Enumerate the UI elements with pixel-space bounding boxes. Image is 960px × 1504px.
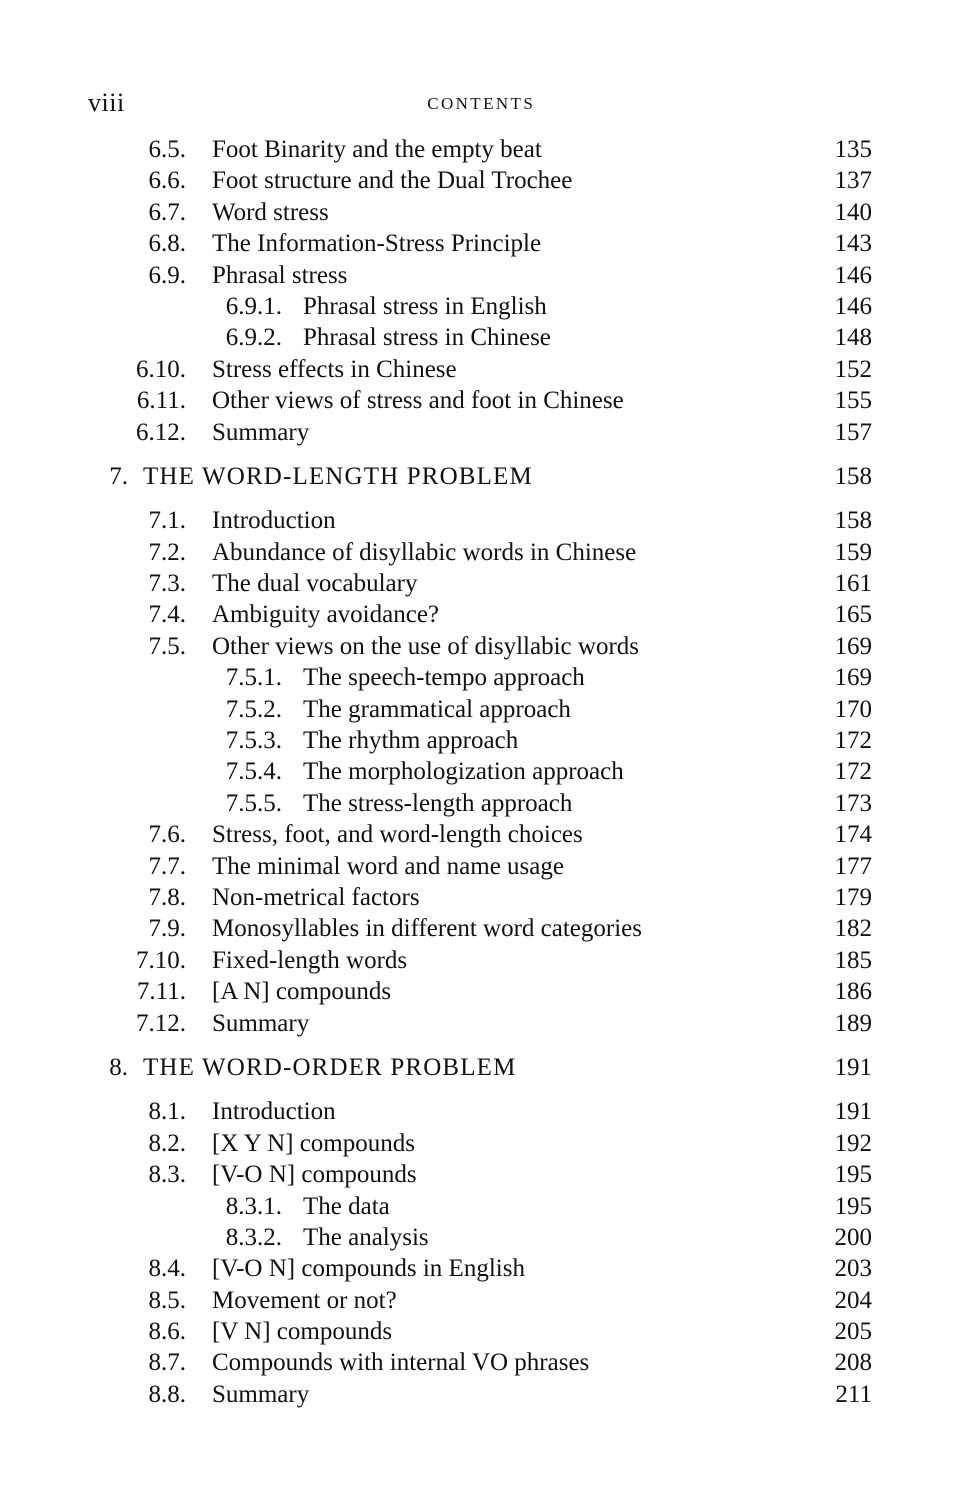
toc-entry[interactable] [0,417,960,448]
toc-entry-page-number: 143 [834,230,872,258]
toc-entry-number: 7.5.3. [225,727,282,755]
toc-entry-page-number: 205 [834,1318,872,1346]
toc-entry-title: THE WORD-LENGTH PROBLEM [143,462,533,490]
toc-entry[interactable] [0,882,960,913]
toc-entry[interactable] [0,260,960,291]
toc-entry-title: Fixed-length words [212,946,408,974]
toc-entry-number: 8.5. [148,1286,186,1314]
toc-entry-page-number: 157 [834,418,872,446]
toc-entry-title: THE WORD-ORDER PROBLEM [143,1053,517,1081]
toc-entry-title: Monosyllables in different word categories [212,915,642,943]
toc-entry-page-number: 189 [834,1009,872,1037]
toc-entry-page-number: 182 [834,915,872,943]
toc-entry-number: 7.5.4. [225,758,282,786]
toc-entry-page-number: 140 [834,198,872,226]
toc-entry-page-number: 135 [834,136,872,163]
toc-entry-page-number: 203 [834,1255,872,1283]
toc-entry-title: Summary [212,1380,310,1408]
toc-entry-page-number: 195 [834,1192,872,1220]
toc-entry[interactable] [0,385,960,416]
toc-entry-page-number: 172 [834,727,872,755]
toc-entry[interactable] [0,134,960,165]
toc-entry-page-number: 146 [834,261,872,289]
toc-entry-number: 7.9. [148,915,186,943]
toc-entry[interactable] [0,1347,960,1378]
toc-entry-title: Movement or not? [212,1286,397,1314]
toc-entry[interactable] [0,788,960,819]
toc-entry-title: The morphologization approach [303,758,624,786]
toc-entry[interactable] [0,1316,960,1347]
toc-entry-page-number: 161 [834,570,872,598]
toc-entry-title: The dual vocabulary [212,570,418,598]
toc-entry-page-number: 159 [834,538,872,566]
toc-entry-number: 7.2. [148,538,186,566]
toc-entry-number: 6.9.1. [225,292,282,320]
toc-entry-number: 6.6. [148,167,186,195]
toc-entry-number: 8.1. [148,1098,186,1126]
toc-entry-number: 8.3. [148,1161,186,1189]
toc-entry-number: 7.8. [148,883,186,911]
toc-entry-page-number: 158 [834,507,872,535]
toc-entry-number: 7.5.1. [225,664,282,692]
toc-entry[interactable] [0,976,960,1007]
toc-entry[interactable] [0,599,960,630]
toc-entry-page-number: 185 [834,946,872,974]
toc-entry[interactable] [0,1096,960,1127]
toc-entry-number: 6.10. [136,355,186,383]
toc-entry-page-number: 146 [834,292,872,320]
toc-entry-page-number: 204 [834,1286,872,1314]
toc-entry[interactable] [0,568,960,599]
toc-entry[interactable] [0,1379,960,1410]
toc-entry-page-number: 173 [834,789,872,817]
toc-entry-page-number: 174 [834,821,872,849]
toc-entry-title: Abundance of disyllabic words in Chinese [212,538,637,566]
toc-entry-page-number: 200 [834,1223,872,1251]
toc-entry-page-number: 152 [834,355,872,383]
toc-entry-title: Foot structure and the Dual Trochee [212,167,573,195]
toc-entry-page-number: 169 [834,664,872,692]
toc-entry-page-number: 170 [834,695,872,723]
toc-entry-page-number: 195 [834,1161,872,1189]
toc-entry-title: Introduction [212,1098,336,1126]
toc-entry-title: [A N] compounds [212,978,392,1006]
toc-entry-title: Word stress [212,198,329,226]
toc-entry-page-number: 155 [834,387,872,415]
toc-entry-number: 8.4. [148,1255,186,1283]
toc-entry-number: 7.7. [148,852,186,880]
toc-entry-number: 6.8. [148,230,186,258]
toc-entry-title: Summary [212,1009,310,1037]
toc-entry-page-number: 191 [834,1098,872,1126]
toc-entry-number: 7.5. [148,632,186,660]
toc-entry-number: 6.9.2. [225,324,282,352]
toc-entry-page-number: 211 [835,1380,872,1408]
toc-entry-number: 6.12. [136,418,186,446]
toc-entry[interactable] [0,1285,960,1316]
toc-entry-page-number: 148 [834,324,872,352]
toc-entry-title: Compounds with internal VO phrases [212,1349,590,1377]
toc-entry-title: The data [303,1192,390,1220]
toc-entry-page-number: 169 [834,632,872,660]
toc-chapter-entry[interactable] [0,461,960,492]
toc-entry-number: 7.1. [148,507,186,535]
toc-entry[interactable] [0,1253,960,1284]
toc-entry-number: 7.12. [136,1009,186,1037]
toc-entry-page-number: 208 [834,1349,872,1377]
toc-entry-title: Summary [212,418,310,446]
toc-entry-page-number: 177 [834,852,872,880]
toc-entry-title: Stress effects in Chinese [212,355,457,383]
toc-entry-title: Introduction [212,507,336,535]
toc-entry-page-number: 137 [834,167,872,195]
toc-entry[interactable] [0,851,960,882]
toc-entry[interactable] [0,631,960,662]
toc-entry-page-number: 186 [834,978,872,1006]
toc-entry[interactable] [0,756,960,787]
toc-entry-title: Non-metrical factors [212,883,420,911]
page-folio: viii [88,88,125,117]
toc-entry-title: [V-O N] compounds in English [212,1255,525,1283]
toc-entry-number: 8.7. [148,1349,186,1377]
toc-entry-number: 8.3.2. [225,1223,282,1251]
toc-entry[interactable] [0,354,960,385]
toc-entry-number: 6.11. [136,387,186,415]
toc-entry-page-number: 192 [834,1129,872,1157]
toc-entry-number: 8. [109,1053,128,1081]
toc-entry-number: 8.6. [148,1318,186,1346]
toc-entry[interactable] [0,165,960,196]
toc-entry-title: [V-O N] compounds [212,1161,417,1189]
running-head-title: CONTENTS [427,94,536,113]
toc-entry-number: 6.7. [148,198,186,226]
toc-entry-title: Phrasal stress [212,261,348,289]
toc-entry[interactable] [0,505,960,536]
toc-entry[interactable] [0,1191,960,1222]
toc-entry-page-number: 191 [834,1053,872,1081]
toc-entry[interactable] [0,537,960,568]
toc-entry[interactable] [0,197,960,228]
toc-entry-title: Other views of stress and foot in Chinese [212,387,624,415]
toc-entry-number: 7. [109,462,128,490]
toc-entry-number: 7.4. [148,601,186,629]
toc-entry-title: The grammatical approach [303,695,571,723]
running-head [0,88,960,118]
toc-entry-title: The rhythm approach [303,727,519,755]
toc-entry-title: The Information-Stress Principle [212,230,542,258]
toc-entry[interactable] [0,913,960,944]
toc-entry-title: The minimal word and name usage [212,852,564,880]
toc-entry-page-number: 172 [834,758,872,786]
toc-entry[interactable] [0,694,960,725]
toc-entry[interactable] [0,1159,960,1190]
toc-entry[interactable] [0,291,960,322]
toc-entry[interactable] [0,1128,960,1159]
toc-entry[interactable] [0,1008,960,1039]
toc-entry[interactable] [0,228,960,259]
toc-entry-number: 7.5.5. [225,789,282,817]
table-of-contents-list [0,134,960,1410]
toc-entry-title: The speech-tempo approach [303,664,585,692]
toc-entry-number: 6.9. [148,261,186,289]
toc-entry-title: [V N] compounds [212,1318,393,1346]
toc-chapter-entry[interactable] [0,1052,960,1083]
toc-entry[interactable] [0,945,960,976]
toc-entry-number: 6.5. [148,136,186,163]
toc-entry-title: Phrasal stress in Chinese [303,324,551,352]
toc-entry-page-number: 179 [834,883,872,911]
toc-entry-number: 7.5.2. [225,695,282,723]
toc-entry-page-number: 158 [834,462,872,490]
toc-entry-number: 7.3. [148,570,186,598]
toc-entry[interactable] [0,725,960,756]
toc-entry[interactable] [0,1222,960,1253]
toc-entry-title: Stress, foot, and word-length choices [212,821,583,849]
toc-entry-number: 8.8. [148,1380,186,1408]
toc-entry-number: 7.11. [136,978,186,1006]
toc-entry-title: [X Y N] compounds [212,1129,415,1157]
toc-entry-number: 7.6. [148,821,186,849]
toc-entry[interactable] [0,662,960,693]
toc-entry-number: 8.2. [148,1129,186,1157]
toc-entry-title: The stress-length approach [303,789,573,817]
toc-entry-title: Ambiguity avoidance? [212,601,440,629]
toc-entry-number: 7.10. [136,946,186,974]
toc-entry-number: 8.3.1. [225,1192,282,1220]
toc-entry-title: The analysis [303,1223,429,1251]
toc-entry-title: Other views on the use of disyllabic words [212,632,640,660]
toc-entry[interactable] [0,819,960,850]
toc-entry-title: Foot Binarity and the empty beat [212,136,542,163]
toc-entry-title: Phrasal stress in English [303,292,547,320]
toc-entry-page-number: 165 [834,601,872,629]
toc-entry[interactable] [0,322,960,353]
